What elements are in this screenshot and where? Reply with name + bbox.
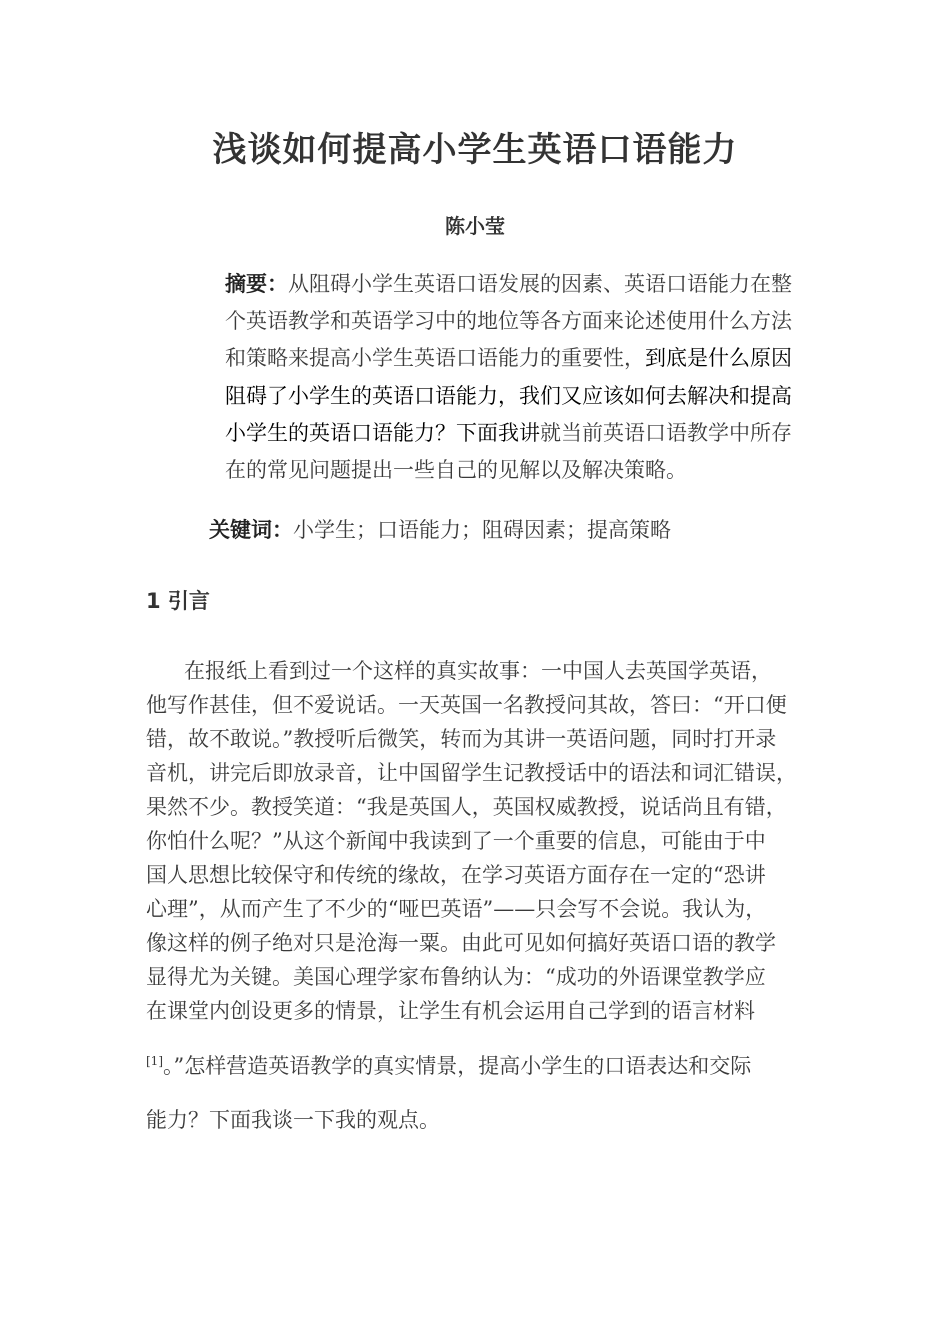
document-title: 浅谈如何提高小学生英语口语能力 [212, 130, 738, 170]
intro-line: 显得尤为关键。美国心理学家布鲁纳认为：“成功的外语课堂教学应 [146, 965, 766, 989]
section-heading: 1 引言 [146, 589, 210, 613]
intro-line-after-citation: 。”怎样营造英语教学的真实情景，提高小学生的口语表达和交际 [163, 1054, 752, 1078]
intro-line: 错，故不敢说。”教授听后微笑，转而为其讲一英语问题，同时打开录 [146, 727, 777, 751]
keywords-line [209, 512, 671, 548]
intro-line: 像这样的例子绝对只是沧海一粟。由此可见如何搞好英语口语的教学 [146, 931, 776, 955]
intro-line: 果然不少。教授笑道：“我是英国人，英国权威教授，说话尚且有错， [146, 795, 787, 819]
intro-line: 你怕什么呢？”从这个新闻中我读到了一个重要的信息，可能由于中 [146, 829, 766, 853]
intro-line: 国人思想比较保守和传统的缘故，在学习英语方面存在一定的“恐讲 [146, 863, 766, 887]
keywords-text: 小学生；口语能力；阻碍因素；提高策略 [293, 518, 671, 542]
keywords-label: 关键词： [209, 518, 293, 542]
intro-paragraph [146, 654, 816, 1137]
intro-line: 他写作甚佳，但不爱说话。一天英国一名教授问其故，答曰：“开口便 [146, 693, 787, 717]
intro-line: 心理”，从而产生了不少的“哑巴英语”——只会写不会说。我认为， [146, 897, 767, 921]
author-name: 陈小莹 [445, 214, 505, 238]
intro-line: 音机，讲完后即放录音，让中国留学生记教授话中的语法和词汇错误， [146, 761, 797, 785]
abstract-paragraph [146, 266, 812, 489]
abstract-text-1: 从阻碍小学生英语口语发展的因素、英语口语能力在整个英语教学和英语学习中的地位等各方面来论述使用什么方法和策略来提高小学生英语口语能力的重要性， [225, 272, 792, 371]
intro-line: 在报纸上看到过一个这样的真实故事：一中国人去英国学英语， [184, 659, 772, 683]
abstract-text-2: 到底是什么原因阻碍了小学生的英语口语能力，我们又应该如何去解决和提高小学生的英语口语能力？下面我讲 [225, 346, 792, 445]
abstract-body [146, 266, 812, 489]
intro-last-line: 能力？下面我谈一下我的观点。 [146, 1108, 440, 1132]
abstract-text-3: 就当前英语口语教学中所存在的常见问题提出一些自己的见解以及解决策略。 [225, 420, 792, 483]
intro-line-citation [146, 1049, 816, 1083]
abstract-label: 摘要： [225, 272, 288, 296]
citation-mark: [1] [146, 1054, 163, 1068]
intro-line: 在课堂内创设更多的情景，让学生有机会运用自己学到的语言材料 [146, 999, 755, 1023]
